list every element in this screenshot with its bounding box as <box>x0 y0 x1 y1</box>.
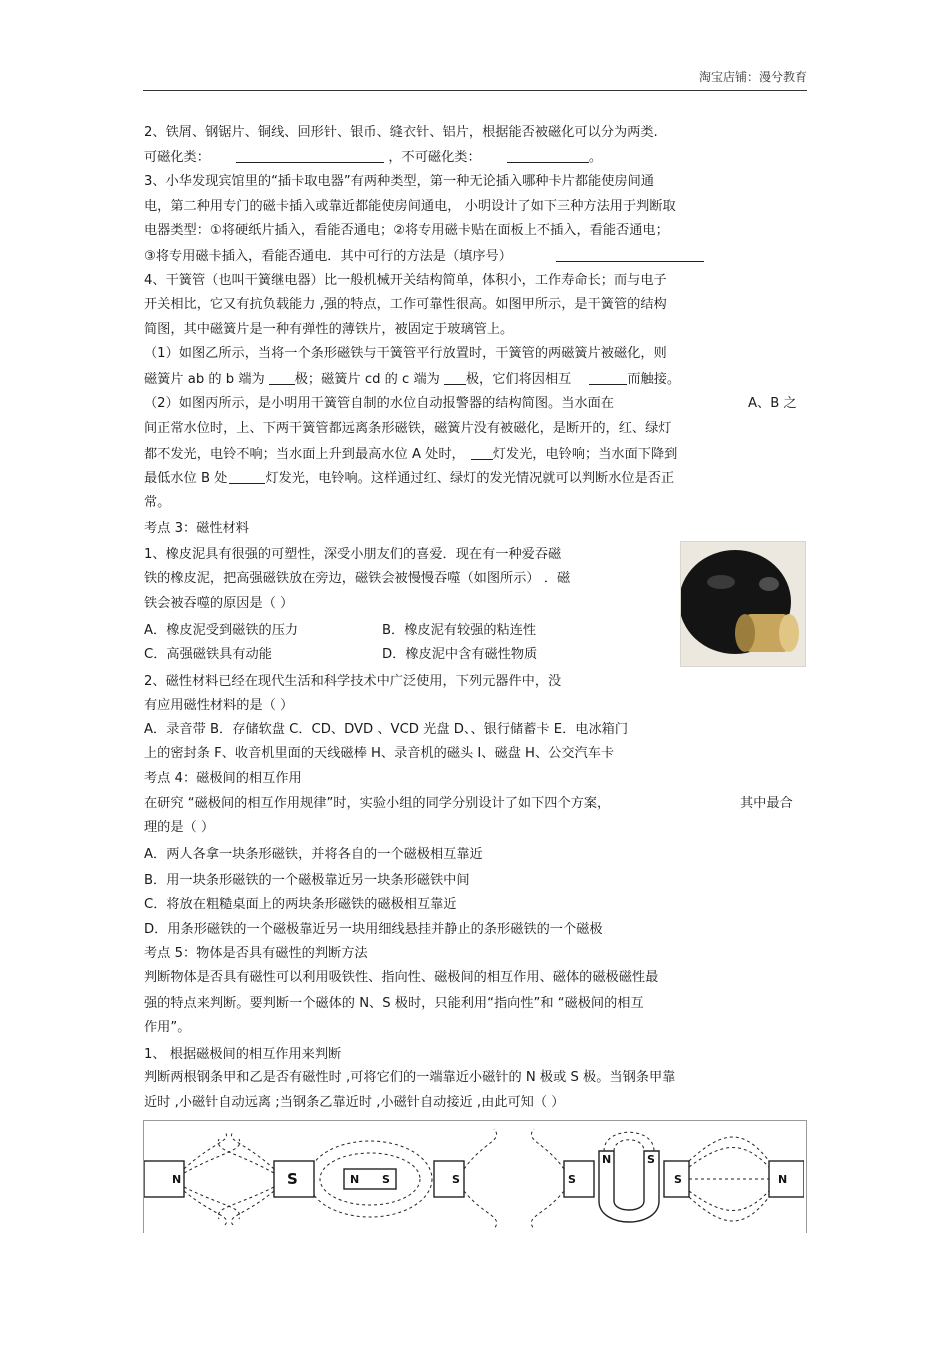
s4-line1 <box>144 795 793 813</box>
q4-sub2-line1 <box>144 395 797 413</box>
c-end-text: 极；磁簧片 cd 的 c 端为 <box>294 372 440 387</box>
s5-line3: 作用”。 <box>144 1020 191 1035</box>
s3q2-options-line2: 上的密封条 F、收音机里面的天线磁棒 H、录音机的磁头 I、磁盘 H、公交汽车卡 <box>144 746 615 761</box>
q2-line1: 2、铁屑、钢锯片、铜线、回形针、银币、缝衣针、铝片，根据能否被磁化可以分为两类. <box>144 125 658 140</box>
mutual-blank[interactable] <box>589 370 627 385</box>
magnetic-field-lines-figure <box>143 1120 807 1233</box>
s3q2-line1: 2、磁性材料已经在现代生活和科学技术中广泛使用，下列元器件中，没 <box>144 674 562 689</box>
section3-title: 考点 3：磁性材料 <box>144 521 249 536</box>
section5-title: 考点 5：物体是否具有磁性的判断方法 <box>144 946 368 961</box>
low-level-text: 最低水位 B 处 <box>144 471 228 486</box>
non-magnetizable-label: ，不可磁化类： <box>388 150 481 165</box>
q3-line1: 3、小华发现宾馆里的“插卡取电器”有两种类型，第一种无论插入哪种卡片都能使房间通 <box>144 174 654 189</box>
fig-label-n6: N <box>778 1173 788 1186</box>
fig-label-s1: S <box>287 1170 298 1188</box>
fig-label-s5: S <box>647 1153 655 1166</box>
q4-sub2-line2: 间正常水位时，上、下两干簧管都远离条形磁铁，磁簧片没有被磁化，是断开的，红、绿灯 <box>144 421 672 436</box>
q2-line2 <box>144 148 602 167</box>
magnetizable-label: 可磁化类： <box>144 150 210 165</box>
contact-text: 而触接。 <box>627 372 681 387</box>
q4-sub2-text: （2）如图丙所示，是小明用干簧管自制的水位自动报警器的结构简图。当水面在 <box>144 396 614 411</box>
q3-line3: 电器类型：①将硬纸片插入，看能否通电；②将专用磁卡贴在面板上不插入，看能否通电； <box>144 223 669 238</box>
s3q2-line2: 有应用磁性材料的是（ ） <box>144 698 294 713</box>
s4-question-text: 在研究 “磁极间的相互作用规律”时，实验小组的同学分别设计了如下四个方案， <box>144 796 611 811</box>
section4-title: 考点 4：磁极间的相互作用 <box>144 771 302 786</box>
b-end-text: 磁簧片 ab 的 b 端为 <box>144 372 265 387</box>
q3-line2: 电，第二种用专门的磁卡插入或靠近都能使房间通电， 小明设计了如下三种方法用于判断取 <box>144 199 676 214</box>
q4-line1: 4、干簧管（也叫干簧继电器）比一般机械开关结构简单，体积小，工作寿命长；而与电子 <box>144 273 667 288</box>
period: 。 <box>588 150 603 165</box>
option-d[interactable]: D．橡皮泥中含有磁性物质 <box>382 647 538 662</box>
low-level-blank[interactable] <box>229 469 265 484</box>
option-c[interactable]: C．高强磁铁具有动能 <box>144 647 272 662</box>
b-end-blank[interactable] <box>269 370 295 385</box>
s5-sub1-line1: 判断两根钢条甲和乙是否有磁性时 ,可将它们的一端靠近小磁针的 N 极或 S 极。当钢条甲靠 <box>144 1070 676 1085</box>
s3q1-line2: 铁的橡皮泥，把高强磁铁放在旁边，磁铁会被慢慢吞噬（如图所示） ．磁 <box>144 571 571 586</box>
fig-label-n5: N <box>602 1153 612 1166</box>
s4-line2: 理的是（ ） <box>144 820 215 835</box>
q3-answer-blank[interactable] <box>556 247 704 262</box>
low-level-text2: 灯发光，电铃响。这样通过红、绿灯的发光情况就可以判断水位是否正 <box>265 471 675 486</box>
fig-label-s3: S <box>452 1173 460 1186</box>
mutual-text: 极，它们将因相互 <box>465 372 572 387</box>
q3-line4 <box>144 247 704 266</box>
s4-option-d[interactable]: D．用条形磁铁的一个磁极靠近另一块用细线悬挂并静止的条形磁铁的一个磁极 <box>144 922 603 937</box>
option-b[interactable]: B．橡皮泥有较强的粘连性 <box>382 623 537 638</box>
c-end-blank[interactable] <box>444 370 466 385</box>
s3q1-options-cd[interactable] <box>144 646 538 664</box>
s4-option-a[interactable]: A．两人各拿一块条形磁铁，并将各自的一个磁极相互靠近 <box>144 847 483 862</box>
s3q1-line1: 1、橡皮泥具有很强的可塑性，深受小朋友们的喜爱．现在有一种爱吞磁 <box>144 547 562 562</box>
s5-line2: 强的特点来判断。要判断一个磁体的 N、S 极时，只能利用“指向性”和 “磁极间的相互 <box>144 996 644 1011</box>
q4-line2: 开关相比，它又有抗负载能力 ,强的特点，工作可靠性很高。如图甲所示，是干簧管的结构 <box>144 297 667 312</box>
q4-sub1-line1: （1）如图乙所示，当将一个条形磁铁与干簧管平行放置时，干簧管的两磁簧片被磁化，则 <box>144 346 667 361</box>
fig-label-n1: N <box>172 1173 182 1186</box>
q4-line3: 简图，其中磁簧片是一种有弹性的薄铁片，被固定于玻璃管上。 <box>144 322 514 337</box>
non-magnetizable-blank[interactable] <box>507 148 589 163</box>
q4-sub2-line3 <box>144 445 677 464</box>
s4-option-c[interactable]: C．将放在粗糙桌面上的两块条形磁铁的磁极相互靠近 <box>144 897 457 912</box>
magnetizable-blank[interactable] <box>236 148 384 163</box>
magnetic-putty-photo <box>680 541 806 667</box>
s5-sub1-title: 1、 根据磁极间的相互作用来判断 <box>144 1047 342 1062</box>
high-level-text: 都不发光，电铃不响；当水面上升到最高水位 A 处时， <box>144 447 465 462</box>
fig-label-s6: S <box>674 1173 682 1186</box>
fig-label-s4: S <box>568 1173 576 1186</box>
fig-label-n2: N <box>350 1173 360 1186</box>
high-level-blank[interactable] <box>471 445 493 460</box>
s3q1-options-ab[interactable] <box>144 622 537 640</box>
page-header <box>143 66 807 91</box>
shop-name: 淘宝店铺：漫兮教育 <box>698 70 807 84</box>
q4-sub1-line2 <box>144 370 680 389</box>
s3q2-options-line1: A．录音带 B．存储软盘 C．CD、DVD 、VCD 光盘 D、、银行储蓄卡 E．电冰箱门 <box>144 722 629 737</box>
ab-text: A、B 之 <box>748 396 797 411</box>
fig-label-s2: S <box>382 1173 390 1186</box>
s4-question-text2: 其中最合 <box>740 796 793 811</box>
q3-method-text: ③将专用磁卡插入，看能否通电．其中可行的方法是（填序号） <box>144 249 512 264</box>
s5-line1: 判断物体是否具有磁性可以利用吸铁性、指向性、磁极间的相互作用、磁体的磁极磁性最 <box>144 970 659 985</box>
option-a[interactable]: A．橡皮泥受到磁铁的压力 <box>144 623 299 638</box>
q4-sub2-line4 <box>144 469 674 488</box>
s3q1-line3: 铁会被吞噬的原因是（ ） <box>144 596 294 611</box>
s4-option-b[interactable]: B．用一块条形磁铁的一个磁极靠近另一块条形磁铁中间 <box>144 873 470 888</box>
s5-sub1-line2: 近时 ,小磁针自动远离 ;当钢条乙靠近时 ,小磁针自动接近 ,由此可知（ ） <box>144 1095 565 1110</box>
high-level-text2: 灯发光，电铃响；当水面下降到 <box>492 447 678 462</box>
q4-sub2-line5: 常。 <box>144 495 171 510</box>
